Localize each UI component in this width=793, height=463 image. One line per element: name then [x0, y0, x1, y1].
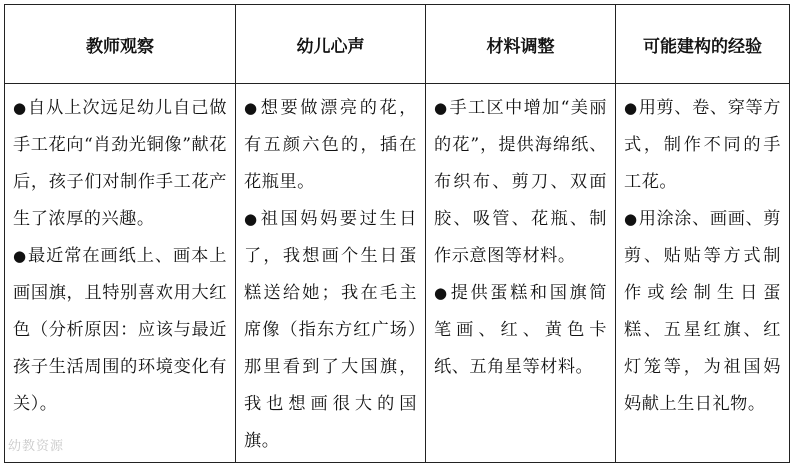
bullet-icon: ● — [13, 99, 28, 117]
paragraph: ●祖国妈妈要过生日了，我想画个生日蛋糕送给她；我在毛主席像（指东方红广场）那里看到了大国旗，我也想画很大的国旗。 — [244, 209, 417, 451]
paragraph: ●最近常在画纸上、画本上画国旗，且特别喜欢用大红色（分析原因：应该与最近孩子生活周围的环境变化有关）。 — [13, 246, 227, 414]
bullet-icon: ● — [624, 210, 638, 228]
header-teacher-observation: 教师观察 — [5, 5, 236, 84]
content-row — [5, 84, 790, 463]
activity-table — [4, 4, 790, 463]
cell-teacher-observation — [5, 84, 236, 463]
bullet-icon: ● — [624, 99, 638, 117]
header-material-adjustment: 材料调整 — [426, 5, 616, 84]
paragraph: ●自从上次远足幼儿自己做手工花向“肖劲光铜像”献花后，孩子们对制作手工花产生了浓厚的兴趣。 — [13, 98, 227, 229]
bullet-icon: ● — [13, 247, 28, 265]
cell-material-adjustment — [426, 84, 616, 463]
bullet-icon: ● — [434, 99, 449, 117]
paragraph: ●用涂涂、画画、剪剪、贴贴等方式制作或绘制生日蛋糕、五星红旗、红灯笼等，为祖国妈妈献上生日礼物。 — [624, 209, 781, 414]
paragraph: ●手工区中增加“美丽的花”，提供海绵纸、布织布、剪刀、双面胶、吸管、花瓶、制作示意图等材料。 — [434, 98, 607, 266]
watermark: 幼教资源 — [8, 439, 65, 454]
cell-possible-experience — [616, 84, 790, 463]
paragraph: ●提供蛋糕和国旗简笔画、红、黄色卡纸、五角星等材料。 — [434, 283, 607, 377]
bullet-icon: ● — [434, 284, 450, 302]
bullet-icon: ● — [244, 99, 260, 117]
paragraph: ●想要做漂亮的花，有五颜六色的，插在花瓶里。 — [244, 98, 417, 192]
paragraph: ●用剪、卷、穿等方式，制作不同的手工花。 — [624, 98, 781, 192]
bullet-icon: ● — [244, 210, 260, 228]
header-possible-experience: 可能建构的经验 — [616, 5, 790, 84]
header-child-voice: 幼儿心声 — [236, 5, 426, 84]
header-row — [5, 5, 790, 84]
cell-child-voice — [236, 84, 426, 463]
